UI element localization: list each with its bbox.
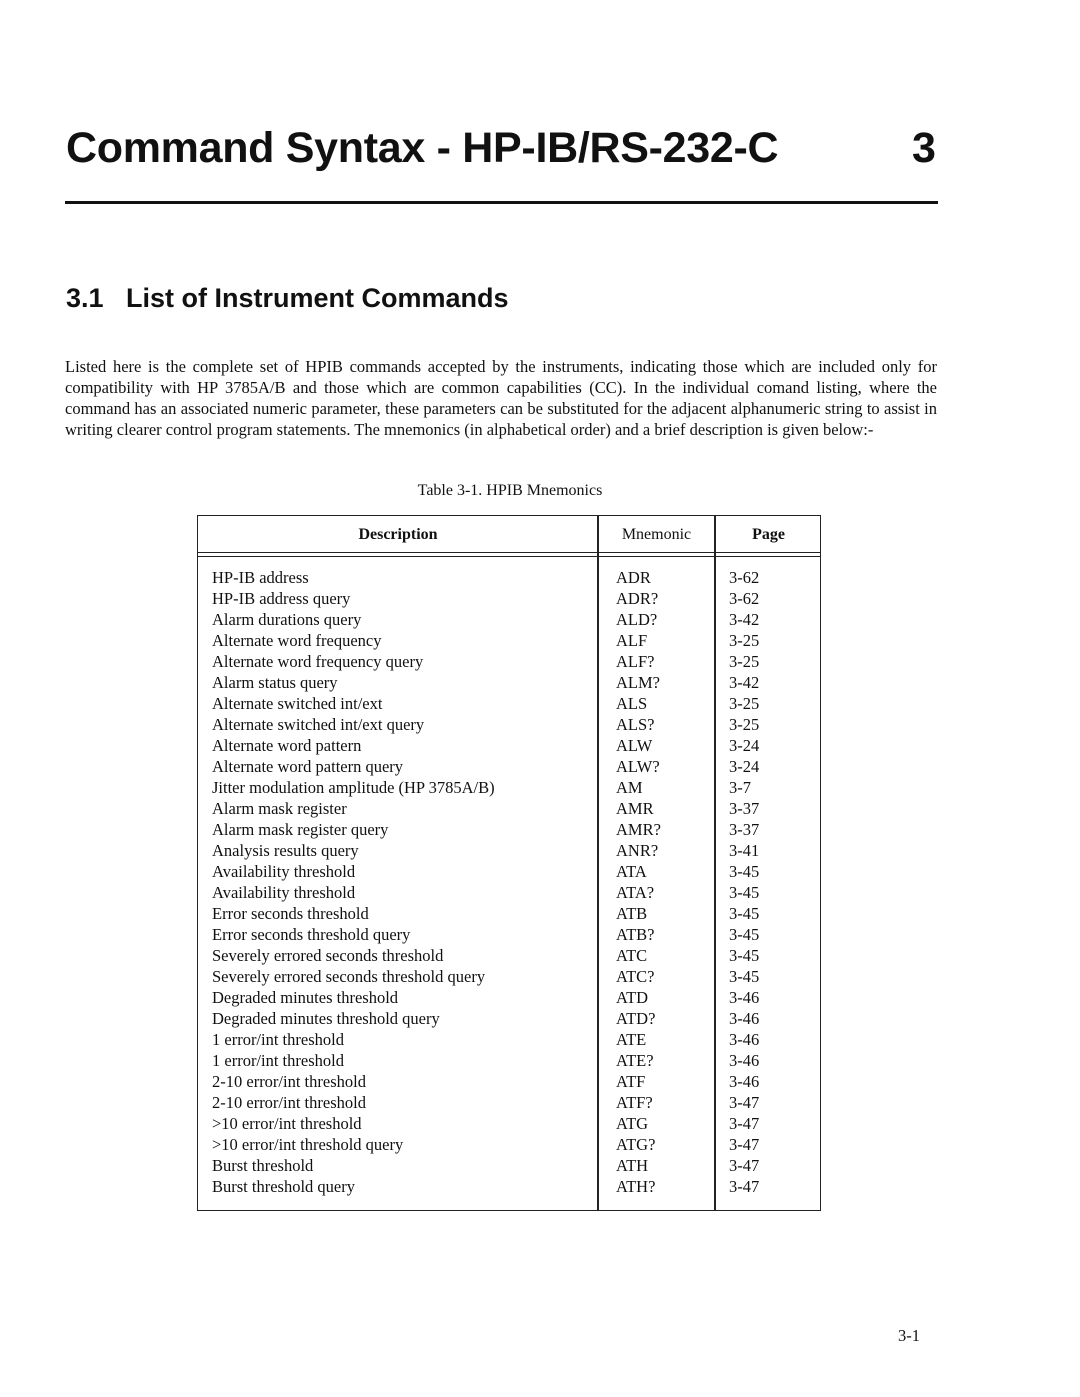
row-mnemonic: ADR — [616, 568, 651, 587]
table-row — [198, 1050, 820, 1071]
row-page: 3-42 — [729, 673, 760, 692]
row-mnemonic: ALF? — [616, 652, 655, 671]
row-description: Alternate switched int/ext — [212, 694, 383, 713]
row-mnemonic: ATB — [616, 904, 648, 923]
row-page: 3-45 — [729, 967, 760, 986]
table-row — [198, 693, 820, 714]
row-mnemonic: ATG — [616, 1114, 649, 1133]
row-mnemonic: ANR? — [616, 841, 659, 860]
table-body — [198, 567, 820, 1197]
table-row — [198, 735, 820, 756]
row-description: HP-IB address query — [212, 589, 351, 608]
row-mnemonic: AMR? — [616, 820, 661, 839]
table-row — [198, 966, 820, 987]
table-row — [198, 840, 820, 861]
row-page: 3-47 — [729, 1177, 760, 1196]
header-mnemonic: Mnemonic — [621, 526, 692, 543]
row-description: Burst threshold — [212, 1156, 314, 1175]
row-page: 3-45 — [729, 925, 760, 944]
row-page: 3-25 — [729, 631, 760, 650]
section-title: 3.1 List of Instrument Commands — [66, 283, 509, 313]
row-page: 3-47 — [729, 1093, 760, 1112]
row-page: 3-46 — [729, 1051, 760, 1070]
table-row — [198, 861, 820, 882]
row-description: Error seconds threshold — [212, 904, 369, 923]
table-row — [198, 609, 820, 630]
row-mnemonic: ATE — [616, 1030, 647, 1049]
table-row — [198, 882, 820, 903]
table-row — [198, 1155, 820, 1176]
row-page: 3-7 — [729, 778, 751, 797]
table-row — [198, 1176, 820, 1197]
row-description: Alternate word frequency — [212, 631, 382, 650]
table-row — [198, 1134, 820, 1155]
row-mnemonic: ATC? — [616, 967, 655, 986]
row-description: HP-IB address — [212, 568, 309, 587]
row-description: Alternate switched int/ext query — [212, 715, 425, 734]
row-mnemonic: ATA? — [616, 883, 655, 902]
row-page: 3-46 — [729, 1009, 760, 1028]
table-caption: Table 3-1. HPIB Mnemonics — [417, 482, 603, 499]
intro-paragraph: Listed here is the complete set of HPIB commands accepted by the instruments, indicating those which are included only for compatibility with HP 3785A/B and those which are common capabilities (CC). In the individual comand listing, where the command has an associated numeric parameter, these parameters can be substituted for the adjacent alphanumeric string to assist in writing clearer control program statements. The mnemonics (in alphabetical order) and a brief description is given below:- — [65, 357, 937, 439]
table-row — [198, 777, 820, 798]
row-description: 1 error/int threshold — [212, 1030, 344, 1049]
row-page: 3-37 — [729, 799, 760, 818]
row-mnemonic: AM — [616, 778, 643, 797]
table-row — [198, 924, 820, 945]
row-page: 3-62 — [729, 568, 760, 587]
row-page: 3-47 — [729, 1156, 760, 1175]
row-page: 3-46 — [729, 1072, 760, 1091]
row-description: Alarm mask register query — [212, 820, 389, 839]
row-mnemonic: ATF — [616, 1072, 646, 1091]
row-description: Degraded minutes threshold — [212, 988, 399, 1007]
table-row — [198, 903, 820, 924]
chapter-title: Command Syntax - HP-IB/RS-232-C — [66, 124, 779, 172]
header-rule — [65, 201, 938, 204]
row-mnemonic: ATC — [616, 946, 648, 965]
row-page: 3-41 — [729, 841, 760, 860]
row-mnemonic: ATH — [616, 1156, 649, 1175]
row-description: Alarm mask register — [212, 799, 347, 818]
row-mnemonic: ADR? — [616, 589, 659, 608]
row-mnemonic: ALF — [616, 631, 648, 650]
row-page: 3-42 — [729, 610, 760, 629]
header-description: Description — [358, 526, 438, 543]
row-page: 3-47 — [729, 1135, 760, 1154]
table-row — [198, 1113, 820, 1134]
row-mnemonic: ATE? — [616, 1051, 654, 1070]
row-mnemonic: ATF? — [616, 1093, 653, 1112]
row-mnemonic: AMR — [616, 799, 654, 818]
row-description: 2-10 error/int threshold — [212, 1093, 366, 1112]
row-description: Error seconds threshold query — [212, 925, 411, 944]
table-row — [198, 714, 820, 735]
table-row — [198, 1029, 820, 1050]
table-row — [198, 756, 820, 777]
row-mnemonic: ATH? — [616, 1177, 656, 1196]
row-page: 3-45 — [729, 883, 760, 902]
row-mnemonic: ATG? — [616, 1135, 656, 1154]
row-description: Alternate word pattern query — [212, 757, 404, 776]
table-row — [198, 1008, 820, 1029]
row-description: Alarm durations query — [212, 610, 362, 629]
row-description: Availability threshold — [212, 862, 356, 881]
row-mnemonic: ATD — [616, 988, 649, 1007]
row-page: 3-24 — [729, 757, 760, 776]
table-row — [198, 945, 820, 966]
row-mnemonic: ATD? — [616, 1009, 656, 1028]
table-row — [198, 672, 820, 693]
row-page: 3-46 — [729, 988, 760, 1007]
row-mnemonic: ALW? — [616, 757, 660, 776]
header-page: Page — [752, 526, 785, 543]
row-description: Severely errored seconds threshold query — [212, 967, 486, 986]
row-description: Jitter modulation amplitude (HP 3785A/B) — [212, 778, 495, 797]
chapter-number: 3 — [912, 124, 936, 172]
table-row — [198, 798, 820, 819]
row-mnemonic: ALD? — [616, 610, 658, 629]
row-description: Burst threshold query — [212, 1177, 355, 1196]
row-description: Degraded minutes threshold query — [212, 1009, 440, 1028]
row-mnemonic: ALM? — [616, 673, 660, 692]
row-mnemonic: ATA — [616, 862, 647, 881]
row-mnemonic: ALS? — [616, 715, 655, 734]
table-row — [198, 819, 820, 840]
row-description: 2-10 error/int threshold — [212, 1072, 366, 1091]
row-description: Availability threshold — [212, 883, 356, 902]
table-row — [198, 987, 820, 1008]
row-page: 3-47 — [729, 1114, 760, 1133]
row-description: >10 error/int threshold query — [212, 1135, 404, 1154]
row-page: 3-45 — [729, 862, 760, 881]
row-page: 3-46 — [729, 1030, 760, 1049]
mnemonics-table — [197, 515, 821, 1211]
row-description: Analysis results query — [212, 841, 359, 860]
row-mnemonic: ALW — [616, 736, 653, 755]
row-page: 3-62 — [729, 589, 760, 608]
row-description: Severely errored seconds threshold — [212, 946, 444, 965]
row-page: 3-25 — [729, 715, 760, 734]
table-row — [198, 1071, 820, 1092]
row-page: 3-45 — [729, 904, 760, 923]
table-row — [198, 567, 820, 588]
row-description: >10 error/int threshold — [212, 1114, 362, 1133]
row-description: Alarm status query — [212, 673, 338, 692]
row-page: 3-37 — [729, 820, 760, 839]
row-page: 3-45 — [729, 946, 760, 965]
row-page: 3-25 — [729, 652, 760, 671]
table-row — [198, 630, 820, 651]
row-description: Alternate word frequency query — [212, 652, 424, 671]
page-number: 3-1 — [898, 1326, 920, 1345]
row-mnemonic: ATB? — [616, 925, 655, 944]
row-page: 3-25 — [729, 694, 760, 713]
table-row — [198, 1092, 820, 1113]
row-description: Alternate word pattern — [212, 736, 362, 755]
row-page: 3-24 — [729, 736, 760, 755]
row-mnemonic: ALS — [616, 694, 648, 713]
table-row — [198, 651, 820, 672]
table-row — [198, 588, 820, 609]
row-description: 1 error/int threshold — [212, 1051, 344, 1070]
header-double-rule — [198, 552, 820, 557]
